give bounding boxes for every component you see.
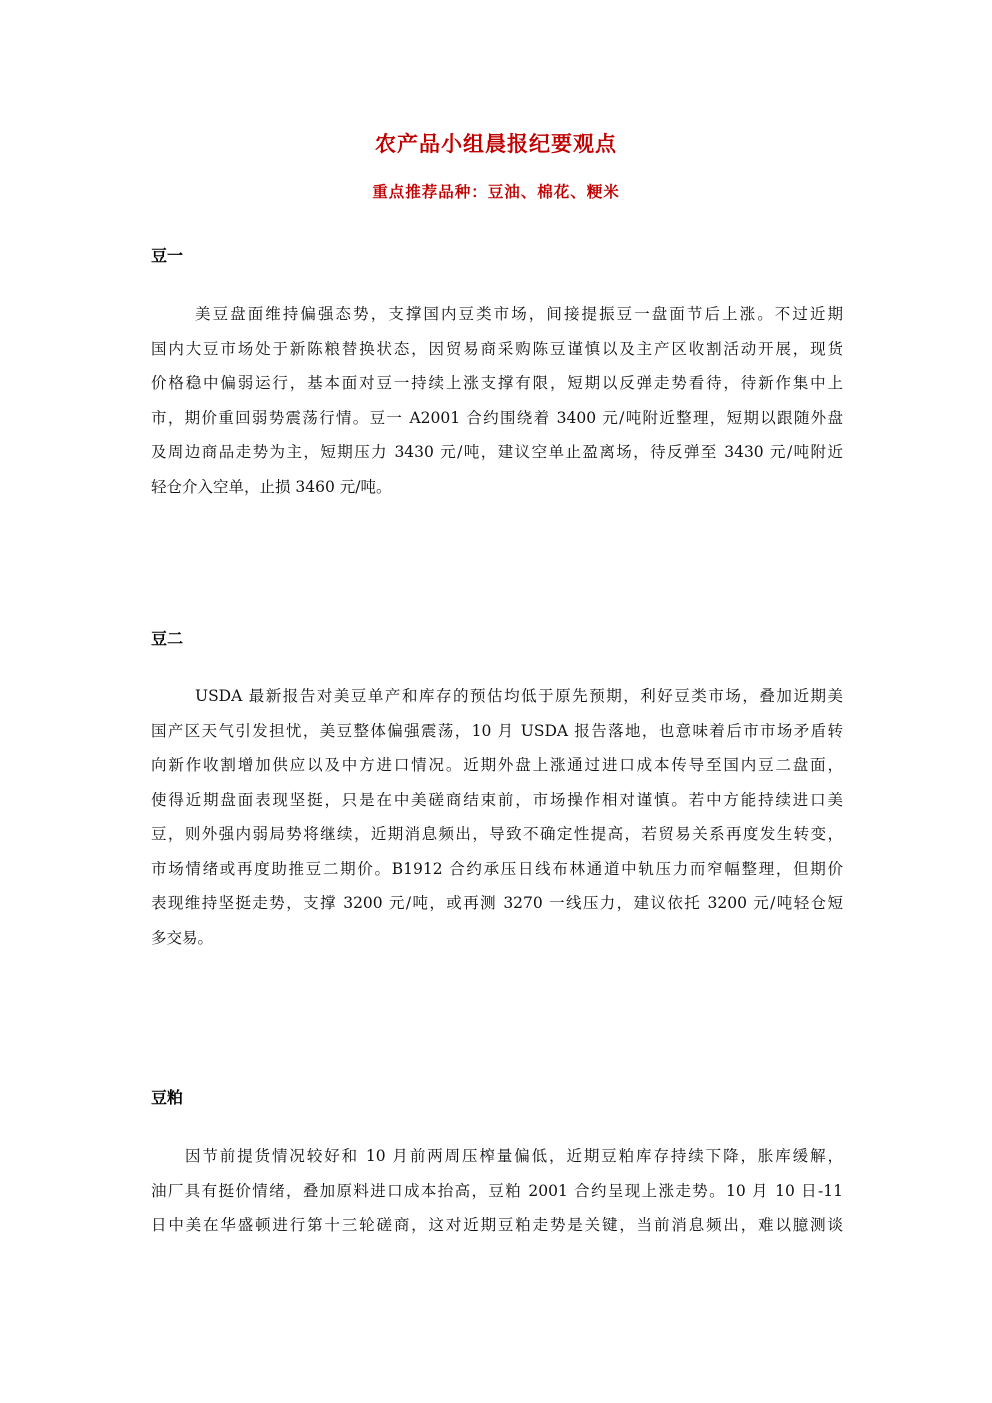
page-title: 农产品小组晨报纪要观点 [375,132,617,156]
section-heading-dou-er: 豆二 [151,629,184,648]
paragraph-line: 及周边商品走势为主，短期压力 3430 元/吨，建议空单止盈离场，待反弹至 3430 元/吨附近 [151,443,843,461]
paragraph-line: 市场情绪或再度助推豆二期价。B1912 合约承压日线布林通道中轨压力而窄幅整理，但期价 [151,859,843,878]
section-heading-dou-po: 豆粕 [151,1088,184,1107]
section-body-dou-er [151,679,843,955]
page-subtitle: 重点推荐品种：豆油、棉花、粳米 [372,183,620,201]
paragraph-line: 油厂具有挺价情绪，叠加原料进口成本抬高，豆粕 2001 合约呈现上涨走势。10 月 10 日-11 [151,1181,843,1200]
paragraph-line: 美豆盘面维持偏强态势，支撑国内豆类市场，间接提振豆一盘面节后上涨。不过近期 [195,305,843,323]
paragraph-line: 价格稳中偏弱运行，基本面对豆一持续上涨支撑有限，短期以反弹走势看待，待新作集中上 [151,374,843,392]
paragraph-line: USDA 最新报告对美豆单产和库存的预估均低于原先预期，利好豆类市场，叠加近期美 [195,687,843,705]
paragraph-line: 轻仓介入空单，止损 3460 元/吨。 [151,477,392,496]
paragraph-line: 因节前提货情况较好和 10 月前两周压榨量偏低，近期豆粕库存持续下降，胀库缓解， [185,1147,843,1165]
paragraph-line: 国内大豆市场处于新陈粮替换状态，因贸易商采购陈豆谨慎以及主产区收割活动开展，现货 [151,339,843,358]
paragraph-line: 多交易。 [151,928,214,947]
section-body-dou-po [151,1139,843,1243]
paragraph-line: 豆，则外强内弱局势将继续，近期消息频出，导致不确定性提高，若贸易关系再度发生转变， [151,825,843,843]
paragraph-line: 表现维持坚挺走势，支撑 3200 元/吨，或再测 3270 一线压力，建议依托 3200 元/吨轻仓短 [151,894,843,912]
paragraph-line: 市，期价重回弱势震荡行情。豆一 A2001 合约围绕着 3400 元/吨附近整理，短期以跟随外盘 [151,408,843,427]
paragraph-line: 日中美在华盛顿进行第十三轮磋商，这对近期豆粕走势是关键，当前消息频出，难以臆测谈 [151,1216,843,1234]
section-heading-dou-yi: 豆一 [151,246,184,265]
paragraph-line: 国产区天气引发担忧，美豆整体偏强震荡，10 月 USDA 报告落地，也意味着后市市场矛盾转 [151,721,843,740]
paragraph-line: 向新作收割增加供应以及中方进口情况。近期外盘上涨通过进口成本传导至国内豆二盘面， [151,756,843,774]
paragraph-line: 使得近期盘面表现坚挺，只是在中美磋商结束前，市场操作相对谨慎。若中方能持续进口美 [151,790,843,809]
section-body-dou-yi [151,297,843,504]
